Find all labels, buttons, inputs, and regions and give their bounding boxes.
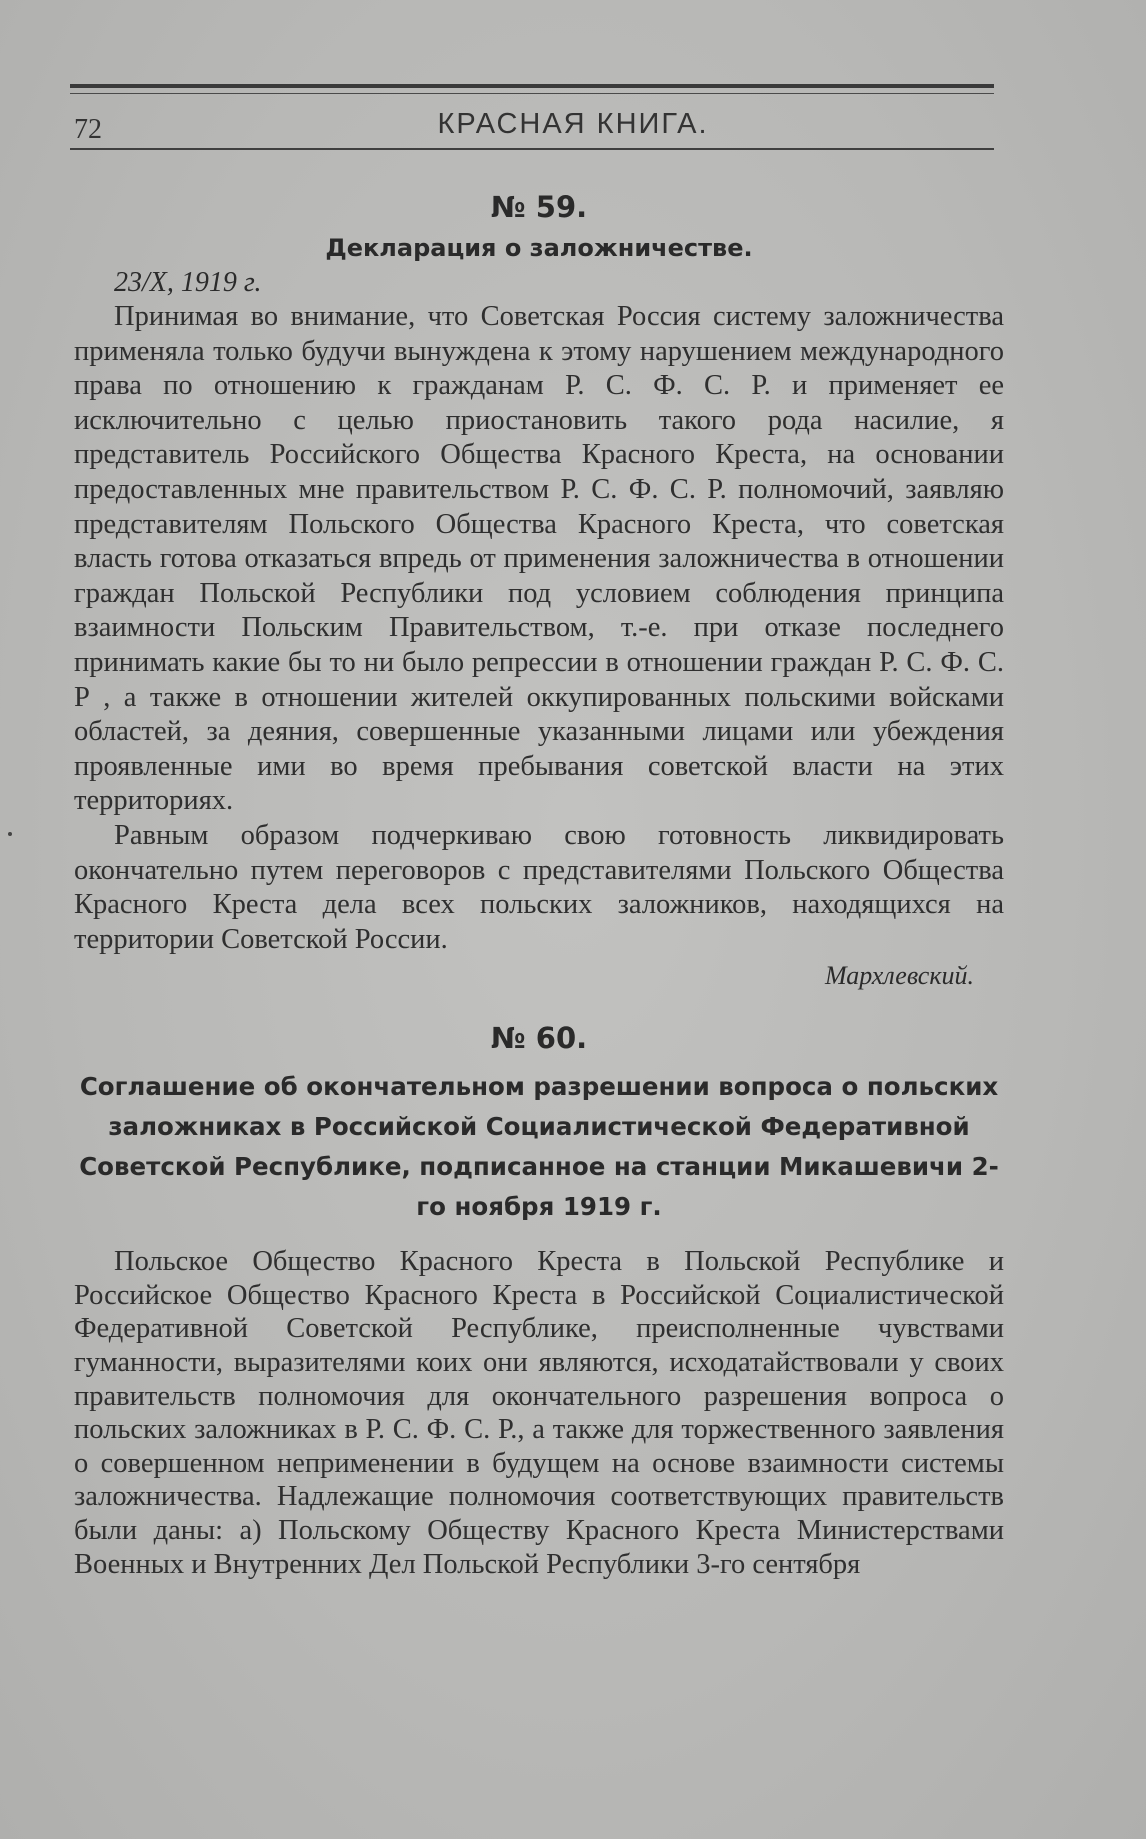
header-rule-thin xyxy=(70,93,994,94)
page-content xyxy=(74,190,1004,1581)
running-title: КРАСНАЯ КНИГА. xyxy=(437,108,709,140)
doc-59-signature: Мархлевский. xyxy=(825,961,974,991)
doc-60-title: Соглашение об окончательном разрешении вопроса о польских заложниках в Российской Социалистической Федеративной Советской Республике, подписанное на станции Микашевичи 2-го ноября 1919 г. xyxy=(79,1072,999,1222)
doc-59-number: № 59. xyxy=(490,190,588,224)
doc-60-number: № 60. xyxy=(490,1021,588,1056)
scan-speck xyxy=(8,832,12,836)
doc-60-paragraph: Польское Общество Красного Креста в Польской Республике и Российское Общество Красного Креста в Российской Социалистической Федеративной Советской Республике, преисполненные чувствами гуманности, выразителями коих они являются, исходатайствовали у своих правительств полномочия для окончательного разрешения вопроса о польских заложниках в Р. С. Ф. С. Р., а также для торжественного заявления о совершенном неприменении в будущем на основе взаимности системы заложничества. Надлежащие полномочия соответствующих правительств были даны: а) Польскому Обществу Красного Креста Министерствами Военных и Внутренних Дел Польской Республики 3-го сентября xyxy=(74,1246,1004,1580)
header-rule-thick xyxy=(70,84,994,88)
document-60 xyxy=(74,1021,1004,1581)
page-number: 72 xyxy=(74,114,102,145)
doc-59-title: Декларация о заложничестве. xyxy=(325,234,753,262)
doc-59-paragraph-2: Равным образом подчеркиваю свою готовность ликвидировать окончательно путем переговоров с представителями Польского Общества Красного Креста дела всех польских заложников, находящихся на территории Советской России. xyxy=(74,819,1004,955)
header-rule-under xyxy=(70,148,994,150)
doc-59-paragraph-1: Принимая во внимание, что Советская Россия систему заложничества применяла только будучи вынуждена к этому нарушением международного права по отношению к гражданам Р. С. Ф. С. Р. и применяет ее исключительно с целью приостановить такого рода насилие, я представитель Российского Общества Красного Креста, на основании предоставленных мне правительством Р. С. Ф. С. Р. полномочий, заявляю представителям Польского Общества Красного Креста, что советская власть готова отказаться впредь от применения заложничества в отношении граждан Польской Республики под условием соблюдения принципа взаимности Польским Правительством, т.-е. при отказе последнего принимать какие бы то ни было репрессии в отношении граждан Р. С. Ф. С. Р , а также в отношении жителей оккупированных польскими войсками областей, за деяния, совершенные указанными лицами или убеждения проявленные ими во время пребывания советской власти на этих территориях. xyxy=(74,301,1004,817)
doc-59-date: 23/X, 1919 г. xyxy=(114,267,262,298)
document-59 xyxy=(74,190,1004,993)
